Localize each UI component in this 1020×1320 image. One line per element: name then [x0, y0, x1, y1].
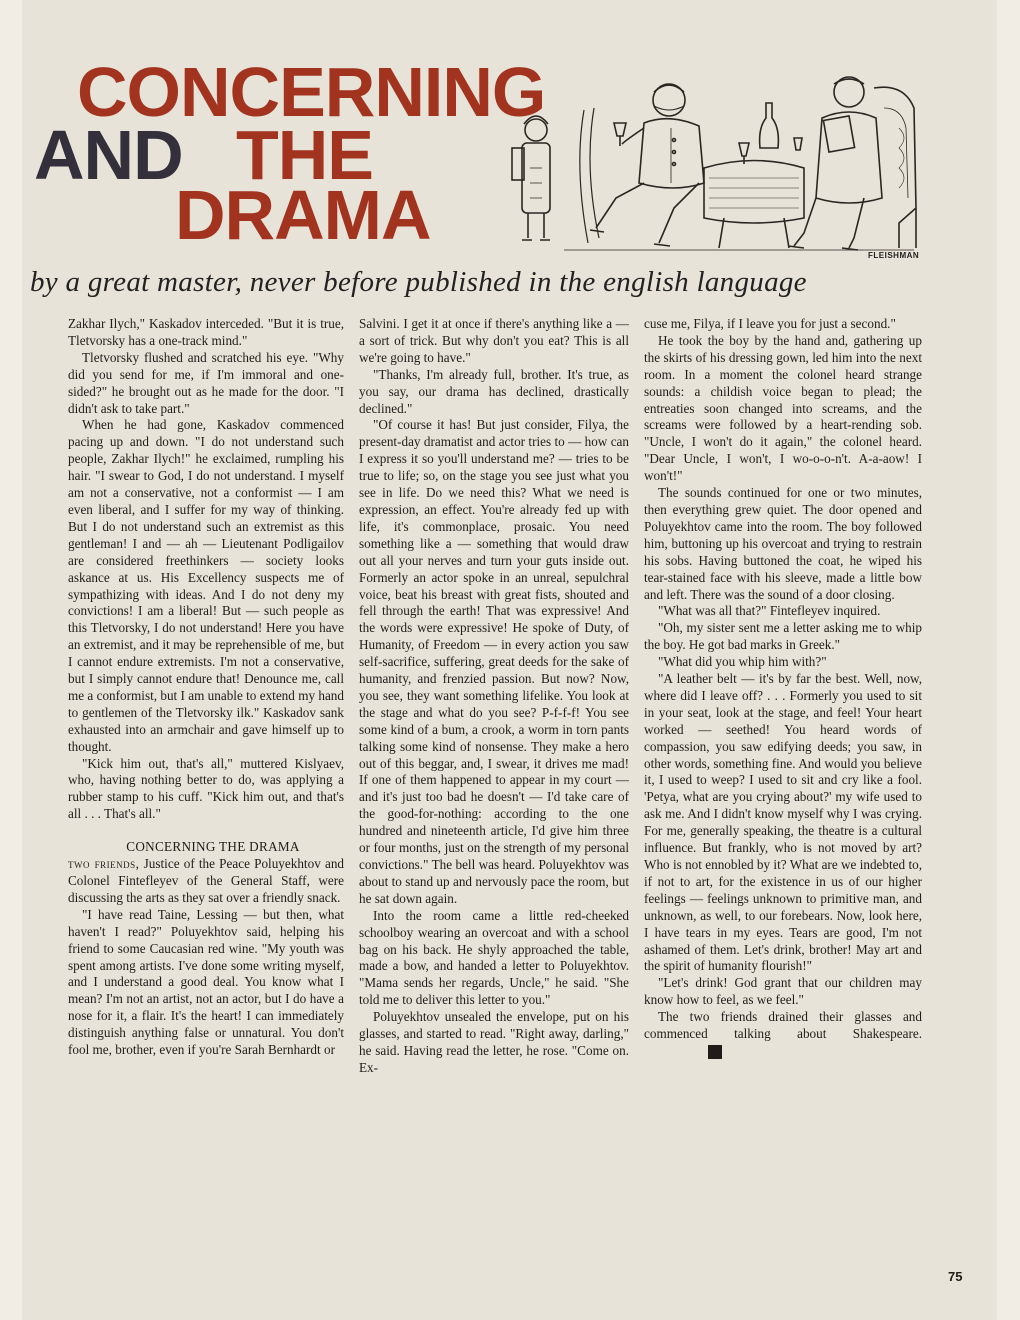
section-heading: CONCERNING THE DRAMA — [126, 839, 300, 855]
rabbit-head-icon: ♦ — [708, 1045, 722, 1059]
paragraph: The sounds continued for one or two minutes, then everything grew quiet. The door opened and Poluyekhtov came into the room. The boy followed him, buttoning up his overcoat and trying to restrain his sobs. Having buttoned the coat, he wiped his tear-stained face with his sleeve, made a little bow and left. There was the sound of a door closing. — [644, 485, 922, 602]
page-number: 75 — [948, 1269, 963, 1284]
title-line-drama: DRAMA — [175, 176, 431, 254]
paragraph: "What was all that?" Fintefleyev inquired. — [658, 603, 881, 619]
paragraph: When he had gone, Kaskadov commenced pacing up and down. "I do not understand such people, Zakhar Ilych!" he exclaimed, rumpling his hair. "I swear to God, I do not understand. I myself am not a conservative, not a conformist — I am even liberal, and I suffer for my way of thinking. But I do not understand such an extremist as this gentleman! I and — ah — Lieutenant Podligailov are considered freethinkers — society looks askance at us. His Excellency suspects me of sympathizing with ideas. And I do not deny my convictions! I am a liberal! But — such people as this Tletvorsky, I do not understand! Here you have an extremist, and it may be reprehensible of me, but I cannot endure extremists. I'm not a conservative, but I simply cannot endure that! Denounce me, call me a conformist, but I am unable to extend my hand to gentlemen of the Tletvorsky ilk." Kaskadov sank exhausted into an armchair and gave himself up to thought. — [68, 417, 344, 754]
magazine-page — [22, 0, 997, 1320]
column-2 — [359, 316, 629, 1077]
illustration-credit: FLEISHMAN — [868, 251, 920, 260]
paragraph: "A leather belt — it's by far the best. Well, now, where did I leave off? . . . Formerly you used to sit in your seat, look at the stage, and feel! Your heart worked — seethed! You heard words of compassion, you saw edifying deeds; you saw, in other words, something fine. And would you believe it, I used to weep? I used to sit and cry like a fool. 'Petya, what are you crying about?' my wife used to ask me. And I didn't know myself why I was crying. For me, generally speaking, the theatre is a cultural influence. But frankly, who is not moved by art? Who is not ennobled by it? What are we indebted to, if not to art, for the existence in us of our higher feelings — feelings unknown to primitive man, and unknown, as well, to our forebears. Now, look here, I have tears in my eyes. Tears are good, I'm not ashamed of them. Let's drink, brother! May art and the spirit of humanity flourish!" — [644, 671, 922, 974]
paragraph: "Kick him out, that's all," muttered Kislyaev, who, having nothing better to do, was applying a rubber stamp to his cuff. "Kick him out, and that's all . . . That's all." — [68, 755, 344, 822]
paragraph: Zakhar Ilych," Kaskadov interceded. "But it is true, Tletvorsky has a one-track mind." — [68, 316, 344, 348]
paragraph — [644, 1009, 922, 1060]
title-word-and: AND — [34, 116, 183, 194]
paragraph: "Of course it has! But just consider, Filya, the present-day dramatist and actor tries to — how can I express it so you'll understand me? — tries to be true to life; so, on the stage you see just what you see in life. Do we need this? What we need is expression, an effect. You're already fed up with life, it's commonplace, prosaic. You need something like a — something that would draw out all your nerves and turn your guts inside out. Formerly an actor spoke in an unreal, sepulchral voice, beat his breast with great fists, shouted and fell through the earth! That was expressive! And the words were expressive! He spoke of Duty, of Humanity, of Freedom — in every action you saw self-sacrifice, suffering, great deeds for the sake of humanity, and frenzied passion. But now? Now, you see, they want something lifelike. You look at the stage and what do you see? P-f-f-f! You see some kind of a bum, a crook, a worm in torn pants talking some kind of nonsense. They make a hero out of this beggar, and, I swear, it drives me mad! If one of them happened to appear in my court — and it's just too bad he doesn't — I'd take care of the good-for-nothing: according to the one hundred and nineteenth article, I'd give him three or four months, just on the strength of my personal convictions." The bell was heard. Poluyekhtov was about to stand up and nervously pace the room, but he sat down again. — [359, 417, 629, 906]
paragraph: Salvini. I get it at once if there's anything like a — a sort of trick. But why don't you eat? This is all we're going to have." — [359, 316, 629, 365]
paragraph: "Thanks, I'm already full, brother. It's true, as you say, our drama has declined, drastically declined." — [359, 366, 629, 416]
title-word-the: THE — [236, 116, 373, 194]
column-3 — [644, 316, 922, 1060]
illustration — [504, 48, 922, 254]
column-1 — [68, 316, 344, 1059]
paragraph: cuse me, Filya, if I leave you for just a second." — [644, 316, 896, 331]
paragraph: Into the room came a little red-cheeked schoolboy wearing an overcoat and with a school bag on his back. He shyly approached the table, made a bow, and handed a letter to Poluyekhtov. "Mama sends her regards, Uncle," he said. "She told me to deliver this letter to you." — [359, 907, 629, 1008]
paragraph: He took the boy by the hand and, gathering up the skirts of his dressing gown, led him into the next room. In a moment the colonel heard strange sounds: a childish voice began to plead; the entreaties soon changed into screams, and the screams were followed by a heart-rending sob. "Uncle, I won't do it again," the colonel heard. "Dear Uncle, I won't, I wo-o-o-n't. A-a-aow! I won't!" — [644, 332, 922, 484]
paragraph: "Let's drink! God grant that our children may know how to feel, as we feel." — [644, 975, 922, 1008]
paragraph: "I have read Taine, Lessing — but then, what haven't I read?" Poluyekhtov said, helping his friend to some Caucasian red wine. "My youth was spent among artists. I've done some writing myself, and I understand a good deal. You know what I mean? I'm not an artist, not an actor, but I do have a nose for it, a flair. It's the heart! I can immediately distinguish anything false or unnatural. You don't fool me, brother, even if you're Sarah Bernhardt or — [68, 906, 344, 1058]
lead-in: two friends, — [68, 856, 140, 872]
paragraph-text: Justice of the Peace Poluyekhtov and Colonel Fintefleyev of the General Staff, were discussing the arts as they sat over a friendly snack. — [68, 856, 345, 905]
paragraph — [68, 856, 344, 907]
paragraph-text: The two friends drained their glasses and commenced talking about Shakespeare. — [644, 1009, 922, 1042]
paragraph: Poluyekhtov unsealed the envelope, put on his glasses, and started to read. "Right away, darling," he said. Having read the letter, he rose. "Come on. Ex- — [359, 1009, 629, 1075]
subtitle: by a great master, never before published in the english language — [30, 266, 807, 298]
title-line-concerning: CONCERNING — [77, 53, 546, 131]
paragraph: "What did you whip him with?" — [658, 654, 827, 670]
paragraph: Tletvorsky flushed and scratched his eye. "Why did you send for me, if I'm immoral and one-sided?" he brought out as he made for the door. "I didn't ask to take part." — [68, 349, 344, 416]
paragraph: "Oh, my sister sent me a letter asking me to whip the boy. He got bad marks in Greek." — [644, 620, 922, 653]
